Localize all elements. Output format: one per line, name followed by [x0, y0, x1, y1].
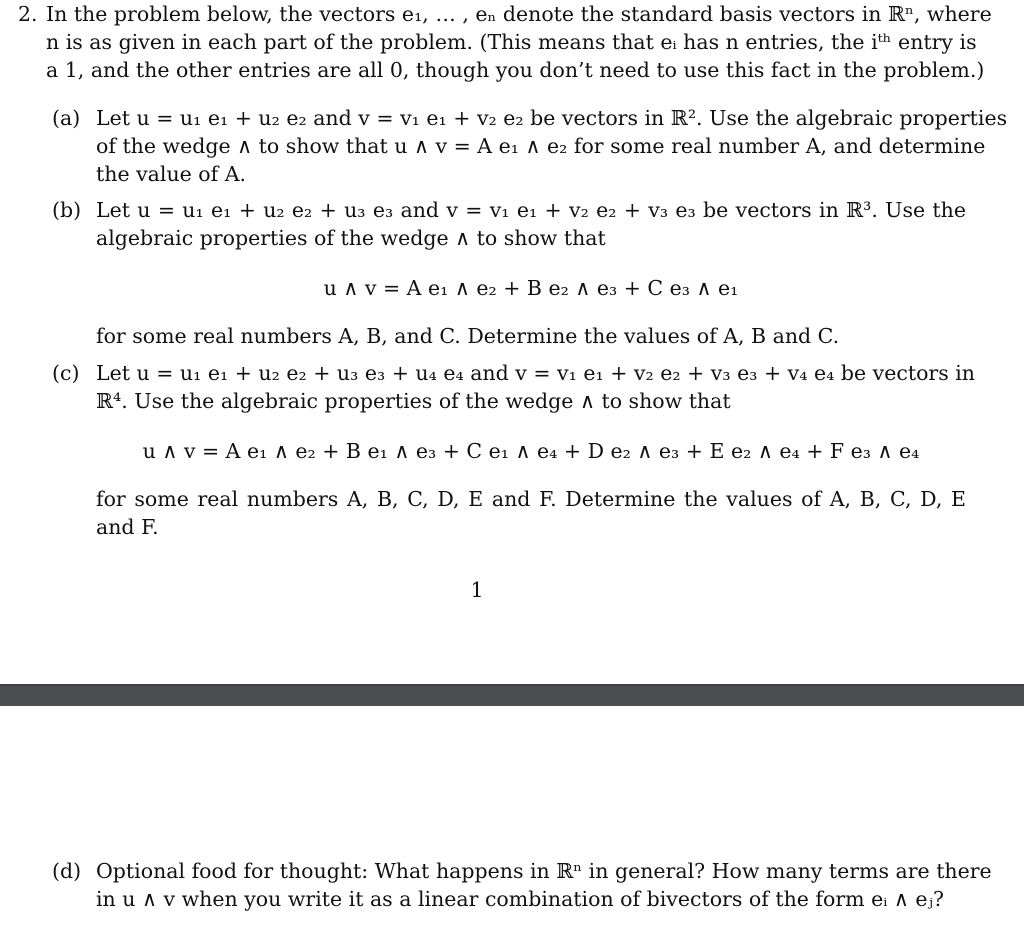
page-number: 1	[470, 578, 484, 602]
part-b-line-2: algebraic properties of the wedge ∧ to show that	[96, 226, 606, 250]
part-a-label: (a)	[52, 106, 81, 130]
part-a-line-1: Let u = u₁ e₁ + u₂ e₂ and v = v₁ e₁ + v₂ e₂ be vectors in ℝ². Use the algebraic properties	[96, 106, 1008, 130]
part-c-line-1: Let u = u₁ e₁ + u₂ e₂ + u₃ e₃ + u₄ e₄ and v = v₁ e₁ + v₂ e₂ + v₃ e₃ + v₄ e₄ be vectors in	[96, 361, 976, 385]
part-c-equation: u ∧ v = A e₁ ∧ e₂ + B e₁ ∧ e₃ + C e₁ ∧ e₄ + D e₂ ∧ e₃ + E e₂ ∧ e₄ + F e₃ ∧ e₄	[142, 439, 920, 463]
intro-line-2: n is as given in each part of the problem. (This means that eᵢ has n entries, the iᵗʰ entry is	[46, 30, 977, 54]
problem-number: 2.	[18, 2, 38, 26]
intro-line-1: In the problem below, the vectors e₁, … , eₙ denote the standard basis vectors in ℝⁿ, where	[46, 2, 992, 26]
part-b-line-1: Let u = u₁ e₁ + u₂ e₂ + u₃ e₃ and v = v₁ e₁ + v₂ e₂ + v₃ e₃ be vectors in ℝ³. Use the	[96, 198, 966, 222]
page-separator	[0, 684, 1024, 706]
intro-line-3: a 1, and the other entries are all 0, though you don’t need to use this fact in the problem.)	[46, 58, 985, 82]
part-b-label: (b)	[52, 198, 82, 222]
part-d-line-2: in u ∧ v when you write it as a linear combination of bivectors of the form eᵢ ∧ eⱼ?	[96, 887, 944, 911]
part-c-after-line-1: for some real numbers A, B, C, D, E and F. Determine the values of A, B, C, D, E	[96, 487, 966, 511]
part-d-line-1: Optional food for thought: What happens in ℝⁿ in general? How many terms are there	[96, 859, 992, 883]
part-c-line-2: ℝ⁴. Use the algebraic properties of the wedge ∧ to show that	[96, 389, 731, 413]
part-c-after-line-2: and F.	[96, 515, 159, 539]
part-c-label: (c)	[52, 361, 80, 385]
part-b-after: for some real numbers A, B, and C. Determine the values of A, B and C.	[96, 324, 840, 348]
part-a-line-2: of the wedge ∧ to show that u ∧ v = A e₁ ∧ e₂ for some real number A, and determine	[96, 134, 986, 158]
part-a-line-3: the value of A.	[96, 162, 247, 186]
part-b-equation: u ∧ v = A e₁ ∧ e₂ + B e₂ ∧ e₃ + C e₃ ∧ e₁	[323, 276, 739, 300]
part-d-label: (d)	[52, 859, 82, 883]
